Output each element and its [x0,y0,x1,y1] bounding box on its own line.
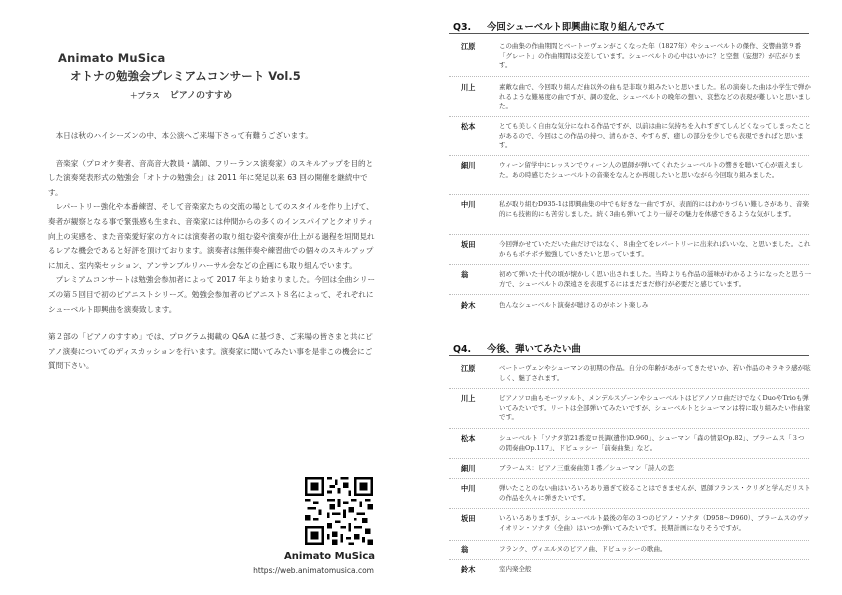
answer-name: 川上 [461,83,476,92]
q4-title: 今後、弾いてみたい曲 [487,344,581,355]
answer-name: 川上 [461,394,476,403]
q4-answer [461,464,811,474]
answer-text: いろいろありますが、シューベルト最後の年の３つのピアノ・ソナタ（D958〜D960）、ブラームスのヴァイオリン・ソナタ（全曲）はいつか弾いてみたいです。長期計画になりそうですが。 [499,514,810,532]
q3-answer [461,240,811,259]
q4-answer [461,434,811,453]
answer-text: 初めて弾いた十代の頃が懐かしく思い出されました。当時よりも作品の滋味がわかるようになったと思う一方で、シューベルトの深遠さを表現するにはまだまだ修行が必要だと感じています。 [499,270,811,288]
answer-name: 江原 [461,364,476,373]
answer-text: この曲集の作曲期間とベートーヴェンがこくなった年（1827年）やシューベルトの傑作、交響曲第９番「グレート」の作曲期間は交差しています。シューベルトの心中はいかに？と空想（妄想?）が広がります。 [499,42,802,70]
answer-divider [449,458,809,459]
answer-text: 今回弾かせていただいた曲だけではなく、８曲全てをレパートリーに出来ればいいな、と思いました。これからもボチボチ勉強していきたいと思っています。 [499,240,811,258]
answer-divider [449,76,809,77]
answer-name: 松本 [461,434,476,443]
answer-name: 坂田 [461,514,476,523]
concert-subtitle [58,88,328,101]
q4-answer [461,565,811,575]
intro-paragraph: 本日は秋のハイシーズンの中、本公演へご来場下さって有難うございます。 [55,131,313,140]
q4-answer [461,364,811,383]
answer-name: 松本 [461,122,476,131]
answer-divider [449,116,809,117]
qr-code-icon [305,477,373,545]
answer-text: フランク、ヴィエルヌのピアノ曲、ドビュッシーの歌曲。 [499,545,667,553]
q4-answer [461,484,811,503]
introduction-text [48,129,378,374]
q3-divider [449,33,809,34]
answer-name: 翁 [461,545,469,554]
answer-text: 室内楽全般 [499,565,532,573]
answer-divider [449,388,809,389]
answer-name: 鈴木 [461,301,476,310]
answer-name: 細川 [461,161,476,170]
answer-text: ベートーヴェンやシューマンの初期の作品。自分の年齢があがってきたせいか、若い作品のキラキラ感が眩しく、魅了されます。 [499,364,811,382]
q4-answer [461,514,811,533]
answer-text: 弾いたことのない曲はいろいろあり過ぎて絞ることはできませんが、恩師フランス・クリダと学んだリストの作品を久々に弾きたいです。 [499,484,811,502]
q3-answer [461,200,811,219]
answer-name: 坂田 [461,240,476,249]
answer-text: 素敵な曲で、今回取り組んだ曲以外の曲も是非取り組みたいと思いました。私の演奏した曲は小学生で弾かれるような難易度の曲ですが、調の変化、シューベルトの晩年の想い、哀愁などの表現が難しいと思いました。 [499,83,811,111]
right-page [421,0,842,595]
intro-paragraph: 音楽家（プロオケ奏者、音高音大教員・講師、フリーランス演奏家）のスキルアップを目的とした演奏発表形式の勉強会「オトナの勉強会」は 2011 年に発足以来 63 回の開催を継続中です。 [48,158,374,197]
q3-answer [461,83,811,112]
q3-answer [461,270,811,289]
organization-name: Animato MuSica [58,51,166,65]
q3-answer [461,42,811,71]
subtitle-text: ピアノのすすめ [169,91,233,101]
title-block [58,51,328,101]
q3-answer [461,301,811,311]
answer-text: とても美しく自由な気分になれる作品ですが、以前は曲に気持ちを入れすぎてしんどくなってしまったことがあるので、今回はこの作品の持つ、清らかさ、やすらぎ、癒しの部分を少しでも表現できればと思います。 [499,122,811,150]
answer-divider [449,294,809,295]
intro-paragraph: 第２部の「ピアノのすすめ」では、プログラム掲載の Q&A に基づき、ご来場の皆さまと共にピアノ演奏についてのディスカッションを行います。演奏家に聞いてみたい事を是非この機会にご質問下さい。 [48,332,373,371]
q3-answer [461,161,811,180]
q3-title: 今回シューベルト即興曲に取り組んでみて [487,22,665,33]
q4-answer [461,545,811,555]
answer-name: 江原 [461,42,476,51]
answer-text: ブラームス：ピアノ三重奏曲第１番／シューマン「詩人の恋 [499,464,674,472]
answer-divider [449,540,809,541]
concert-title: オトナの勉強会プレミアムコンサート Vol.5 [70,69,301,83]
q4-heading [453,341,581,355]
answer-text: ピアノソロ曲もモーツァルト、メンデルスゾーンやシューベルトはピアノソロ曲だけでなくDuoやTrioも弾いてみたいです。リートは全部弾いてみたいですが、シューベルトとシューマンは特に取り組みたい作曲家です。 [499,394,811,422]
answer-divider [449,428,809,429]
q4-answer [461,394,811,423]
answer-divider [449,508,809,509]
answer-name: 細川 [461,464,476,473]
answer-divider [449,155,809,156]
answer-text: 私が取り組むD935-1は即興曲集の中でも好きな一曲ですが、表面的にはわかりづらい難しさがあり、音楽的にも技術的にも苦労しました。続く3曲も弾いてより一層その魅力を体感できるような気がします。 [499,200,809,218]
answer-divider [449,559,809,560]
footer-brand: Animato MuSica [284,551,375,562]
footer-url[interactable]: https://web.animatomusica.com [253,566,374,575]
q3-heading [453,19,665,33]
answer-text: ウィーン留学中にレッスンでウィーン人の恩師が弾いてくれたシューベルトの響きを聴いて心が震えました。あの時感じたシューベルトの音楽をなんとか再現したいと思いながら今回取り組みました。 [499,161,804,179]
answer-divider [449,194,809,195]
answer-divider [449,264,809,265]
answer-text: 色んなシューベルト演奏が聴けるのがホント楽しみ [499,301,649,309]
q3-number: Q3. [453,22,472,33]
q3-answer [461,122,811,151]
intro-paragraph: レパートリー強化や本番練習、そして音楽家たちの交流の場としてのスタイルを作り上げて、奏者が観察となる事で緊張感も生まれ、音楽家には仲間からの多くのインスパイアとクオリティ向上の実感を、また音楽愛好家の方々には演奏者の取り組む姿や演奏が仕上がる過程を垣間見れるレアな機会であると好評を頂けております。演奏者は無伴奏や練習曲での個々のスキルアップに加え、室内楽セッション、アンサンブルリハーサル会などの企画にも取り組んでいます。 [48,202,375,270]
answer-text: シューベルト「ソナタ第21番変ロ長調(遺作)D.960」、シューマン「森の情景Op.82」、ブラームス「３つの間奏曲Op.117」、ドビュッシー「前奏曲集」など。 [499,434,805,452]
answer-name: 中川 [461,200,476,209]
q4-divider [449,355,809,356]
subtitle-plus: ＋プラス [130,91,160,100]
intro-paragraph: プレミアムコンサートは勉強会参加者によって 2017 年より始まりました。今回は全曲シリーズの第５回目で初のピアニストシリーズ。勉強会参加者のピアニスト８名によって、それぞれにシューベルト即興曲を演奏致します。 [48,275,376,314]
q4-number: Q4. [453,344,472,355]
answer-divider [449,234,809,235]
answer-name: 中川 [461,484,476,493]
answer-name: 鈴木 [461,565,476,574]
answer-divider [449,478,809,479]
answer-name: 翁 [461,270,469,279]
